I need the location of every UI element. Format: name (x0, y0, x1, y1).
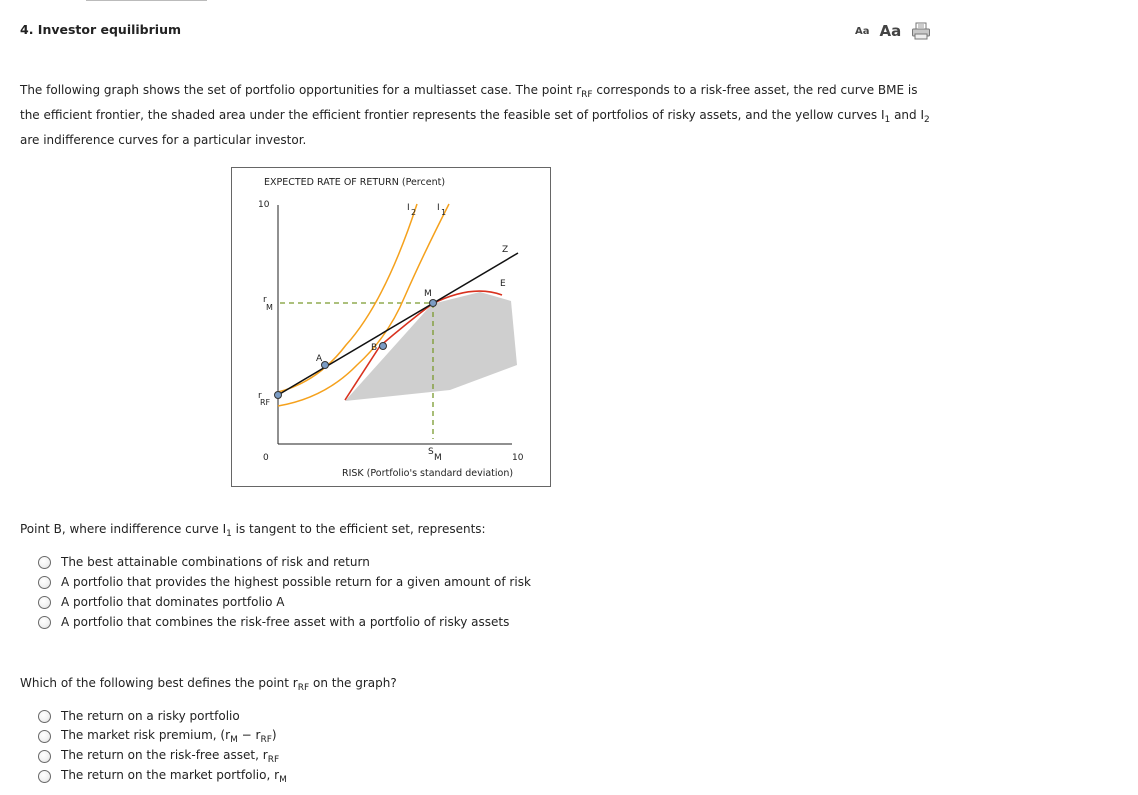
point-b-label: B (371, 343, 378, 353)
rm-label-r: r (263, 295, 267, 305)
intro-text-4: are indifference curves for a particular investor. (20, 133, 307, 147)
i1-label-sub: 1 (441, 208, 447, 217)
radio-button[interactable] (38, 616, 51, 629)
intro-text-1: The following graph shows the set of portfolio opportunities for a multiasset case. The point (20, 83, 577, 97)
point-a-label: A (316, 354, 323, 364)
q1-suffix: is tangent to the efficient set, represents: (231, 522, 486, 536)
q1-option-4-label: A portfolio that combines the risk-free asset with a portfolio of risky assets (61, 615, 510, 629)
q2-option-3[interactable] (38, 746, 287, 766)
intro-i2-sub: 2 (924, 115, 930, 125)
intro-rf-sub: RF (581, 90, 593, 100)
point-e-label: E (500, 279, 506, 289)
rrf-label-sub: RF (260, 398, 271, 407)
radio-button[interactable] (38, 556, 51, 569)
x-max-label: 10 (512, 453, 524, 463)
top-divider (86, 0, 207, 1)
q2-opt2-mid: − (237, 727, 256, 742)
origin-label: 0 (263, 453, 269, 463)
point-b-marker (380, 343, 387, 350)
q2-option-1[interactable] (38, 706, 287, 726)
question-2-prompt (20, 676, 397, 693)
toolbar (855, 22, 931, 40)
point-a-marker (322, 362, 329, 369)
q2-opt2-s2: RF (260, 734, 272, 745)
q1-option-1[interactable] (38, 552, 531, 572)
y-axis-title: EXPECTED RATE OF RETURN (Percent) (264, 177, 446, 188)
q2-option-4[interactable] (38, 766, 287, 786)
intro-paragraph (20, 80, 940, 150)
q2-option-3-label (61, 748, 279, 765)
q2-prefix: Which of the following best defines the point (20, 676, 293, 690)
point-rrf-marker (275, 392, 282, 399)
intro-text-3: and I (890, 108, 924, 122)
q1-option-1-label: The best attainable combinations of risk and return (61, 555, 370, 569)
q2-r: r (292, 676, 298, 690)
sm-label-sub: M (434, 453, 442, 463)
q2-opt3-s: RF (267, 754, 280, 765)
intro-r: r (576, 83, 582, 97)
q1-option-2[interactable] (38, 572, 531, 592)
q2-opt3-r: r (262, 747, 268, 762)
q2-opt3-prefix: The return on the risk-free asset, (61, 747, 263, 762)
q2-option-2[interactable] (38, 726, 287, 746)
i2-label-sub: 2 (411, 208, 417, 217)
question-2-options (38, 706, 287, 786)
x-axis-title: RISK (Portfolio's standard deviation) (342, 468, 514, 479)
q2-opt2-s1: M (230, 734, 238, 745)
radio-button[interactable] (38, 750, 51, 763)
radio-button[interactable] (38, 730, 51, 743)
q2-opt2-r1: r (225, 727, 231, 742)
y-max-label: 10 (258, 200, 270, 210)
q1-option-2-label: A portfolio that provides the highest possible return for a given amount of risk (61, 575, 531, 589)
q1-prefix: Point B, where indifference curve I (20, 522, 227, 536)
rm-label-sub: M (266, 303, 273, 312)
q1-option-3[interactable] (38, 592, 531, 612)
point-z-label: Z (502, 245, 509, 255)
point-m-label: M (424, 289, 432, 299)
q2-option-2-label (61, 728, 277, 745)
graph-canvas (232, 168, 550, 486)
text-size-small-button[interactable]: Aa (855, 25, 870, 37)
intro-text-2: corresponds to a risk-free asset, the red curve BME is the efficient frontier, the shaded area under the efficient frontier represents the feasible set of portfolios of risky assets, and the yellow curves I (20, 83, 918, 122)
q2-opt4-prefix: The return on the market portfolio, (61, 767, 275, 782)
point-m-marker (430, 300, 437, 307)
radio-button[interactable] (38, 576, 51, 589)
radio-button[interactable] (38, 596, 51, 609)
intro-i1-sub: 1 (884, 115, 891, 125)
page-title: 4. Investor equilibrium (20, 22, 181, 37)
q2-opt4-r: r (274, 767, 280, 782)
q2-opt2-prefix: The market risk premium, ( (61, 727, 226, 742)
q2-option-4-label (61, 768, 287, 785)
q2-suffix: on the graph? (309, 676, 397, 690)
portfolio-graph (231, 167, 551, 487)
q2-sub: RF (297, 683, 310, 693)
q2-opt4-s: M (279, 774, 287, 785)
q2-opt2-r2: r (255, 727, 261, 742)
text-size-large-button[interactable]: Aa (879, 22, 902, 40)
q2-opt2-suffix: ) (271, 727, 277, 742)
q1-option-3-label: A portfolio that dominates portfolio A (61, 595, 285, 609)
i1-label: I (437, 203, 440, 213)
sm-label-s: S (428, 447, 434, 457)
q2-option-1-label: The return on a risky portfolio (61, 709, 240, 723)
q1-option-4[interactable] (38, 612, 531, 632)
rrf-label-r: r (258, 391, 262, 401)
radio-button[interactable] (38, 770, 51, 783)
question-1-options (38, 552, 531, 632)
question-1-prompt (20, 522, 486, 539)
radio-button[interactable] (38, 710, 51, 723)
i2-label: I (407, 203, 410, 213)
q1-sub: 1 (226, 529, 232, 539)
printer-icon[interactable] (911, 22, 931, 40)
